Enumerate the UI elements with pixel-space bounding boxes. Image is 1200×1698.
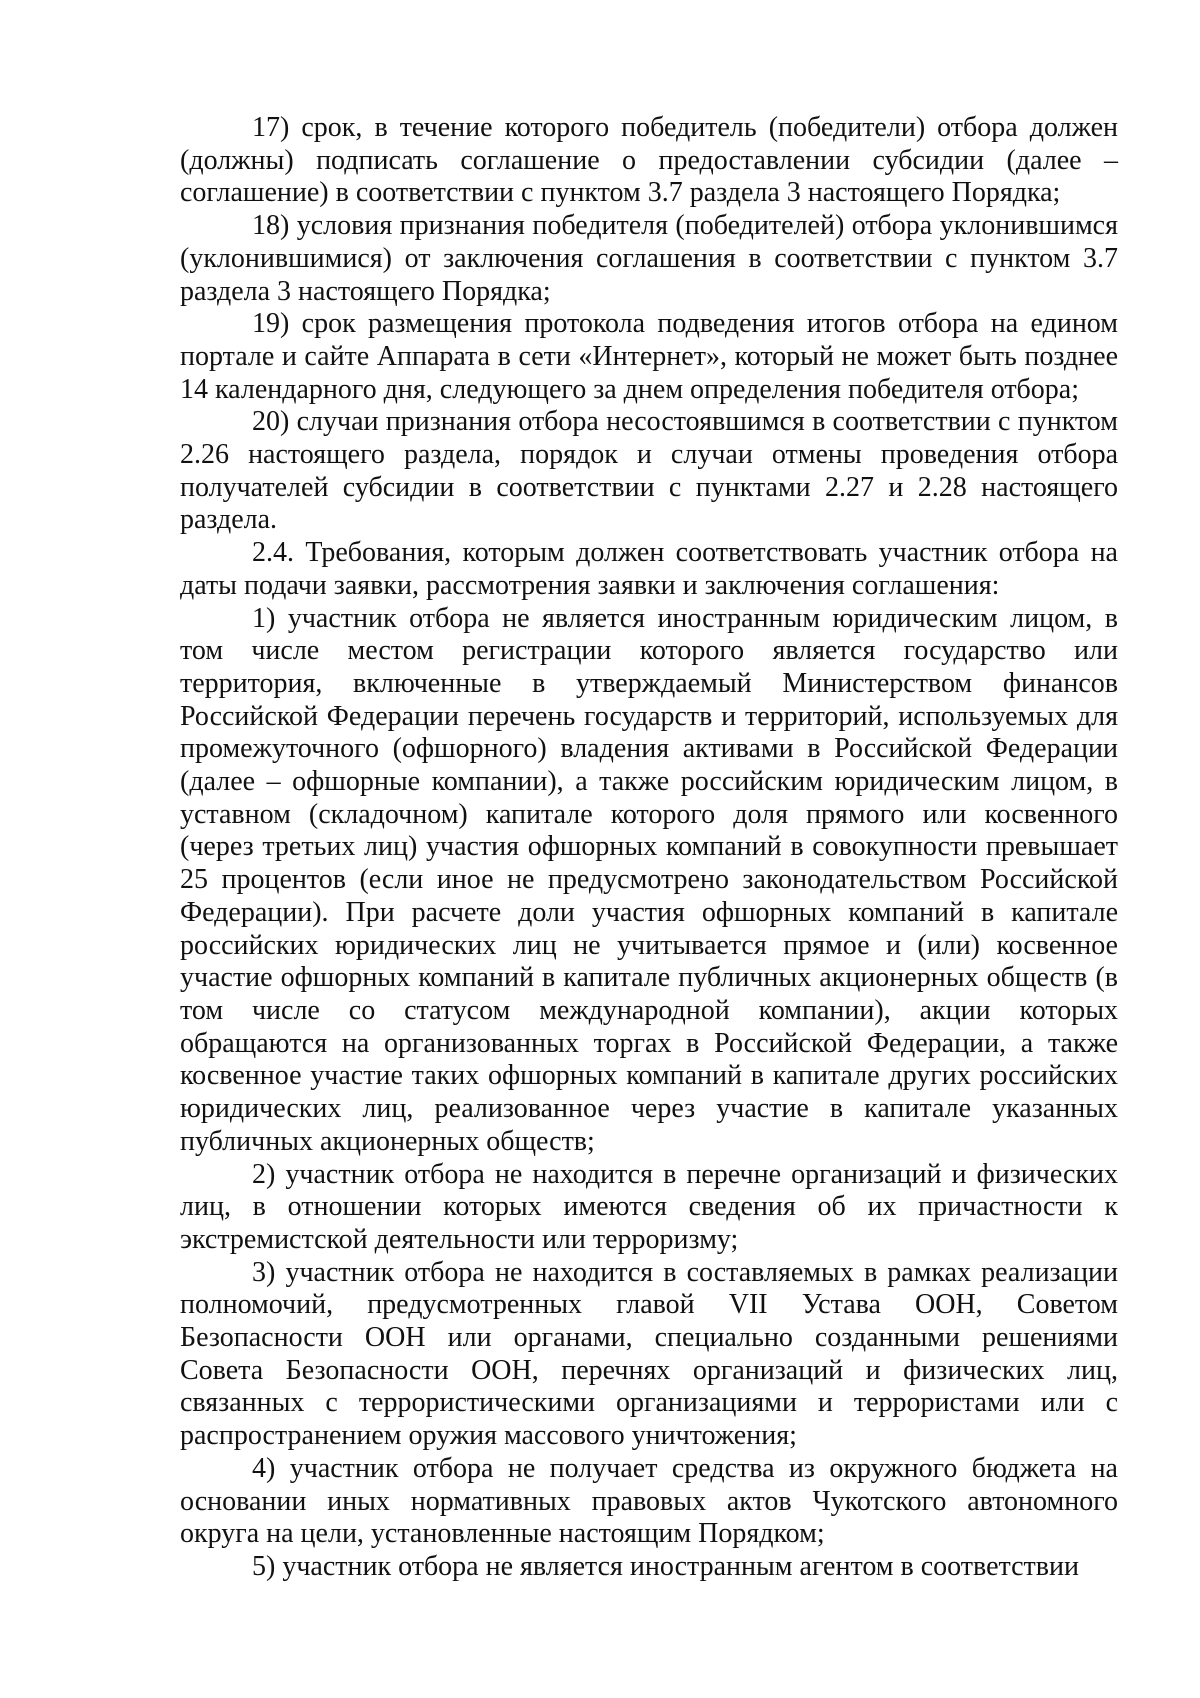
paragraph-item-17: 17) срок, в течение которого победитель (победители) отбора должен (должны) подписать соглашение о предоставлении субсидии (далее – соглашение) в соответствии с пунктом 3.7 раздела 3 настоящего Порядка;: [180, 112, 1118, 209]
paragraph-item-18: 18) условия признания победителя (победителей) отбора уклонившимся (уклонившимися) от заключения соглашения в соответствии с пунктом 3.7 раздела 3 настоящего Порядка;: [180, 210, 1118, 307]
section-2-4-heading: 2.4. Требования, которым должен соответствовать участник отбора на даты подачи заявки, рассмотрения заявки и заключения соглашения:: [180, 537, 1118, 601]
paragraph-item-19: 19) срок размещения протокола подведения итогов отбора на едином портале и сайте Аппарата в сети «Интернет», который не может быть позднее 14 календарного дня, следующего за днем определения победителя отбора;: [180, 308, 1118, 405]
requirement-5: 5) участник отбора не является иностранным агентом в соответствии: [252, 1550, 1079, 1582]
requirement-4: 4) участник отбора не получает средства из окружного бюджета на основании иных нормативных правовых актов Чукотского автономного округа на цели, установленные настоящим Порядком;: [180, 1452, 1118, 1550]
requirement-3: 3) участник отбора не находится в составляемых в рамках реализации полномочий, предусмотренных главой VII Устава ООН, Советом Безопасности ООН или органами, специально созданными решениями Совета Безопасности ООН, перечнях организаций и физических лиц, связанных с террористическими организациями и террористами или с распространением оружия массового уничтожения;: [180, 1256, 1118, 1452]
requirement-1: 1) участник отбора не является иностранным юридическим лицом, в том числе местом регистрации которого является государство или территория, включенные в утверждаемый Министерством финансов Российской Федерации перечень государств и территорий, используемых для промежуточного (офшорного) владения активами в Российской Федерации (далее – офшорные компании), а также российским юридическим лицом, в уставном (складочном) капитале которого доля прямого или косвенного (через третьих лиц) участия офшорных компаний в совокупности превышает 25 процентов (если иное не предусмотрено законодательством Российской Федерации). При расчете доли участия офшорных компаний в капитале российских юридических лиц не учитывается прямое и (или) косвенное участие офшорных компаний в капитале публичных акционерных обществ (в том числе со статусом международной компании), акции которых обращаются на организованных торгах в Российской Федерации, а также косвенное участие таких офшорных компаний в капитале других российских юридических лиц, реализованное через участие в капитале указанных публичных акционерных обществ;: [180, 602, 1118, 1157]
requirement-2: 2) участник отбора не находится в перечне организаций и физических лиц, в отношении которых имеются сведения об их причастности к экстремистской деятельности или терроризму;: [180, 1158, 1118, 1255]
document-body: [180, 112, 1118, 1584]
paragraph-item-20: 20) случаи признания отбора несостоявшимся в соответствии с пунктом 2.26 настоящего раздела, порядок и случаи отмены проведения отбора получателей субсидии в соответствии с пунктами 2.27 и 2.28 настоящего раздела.: [180, 406, 1118, 536]
